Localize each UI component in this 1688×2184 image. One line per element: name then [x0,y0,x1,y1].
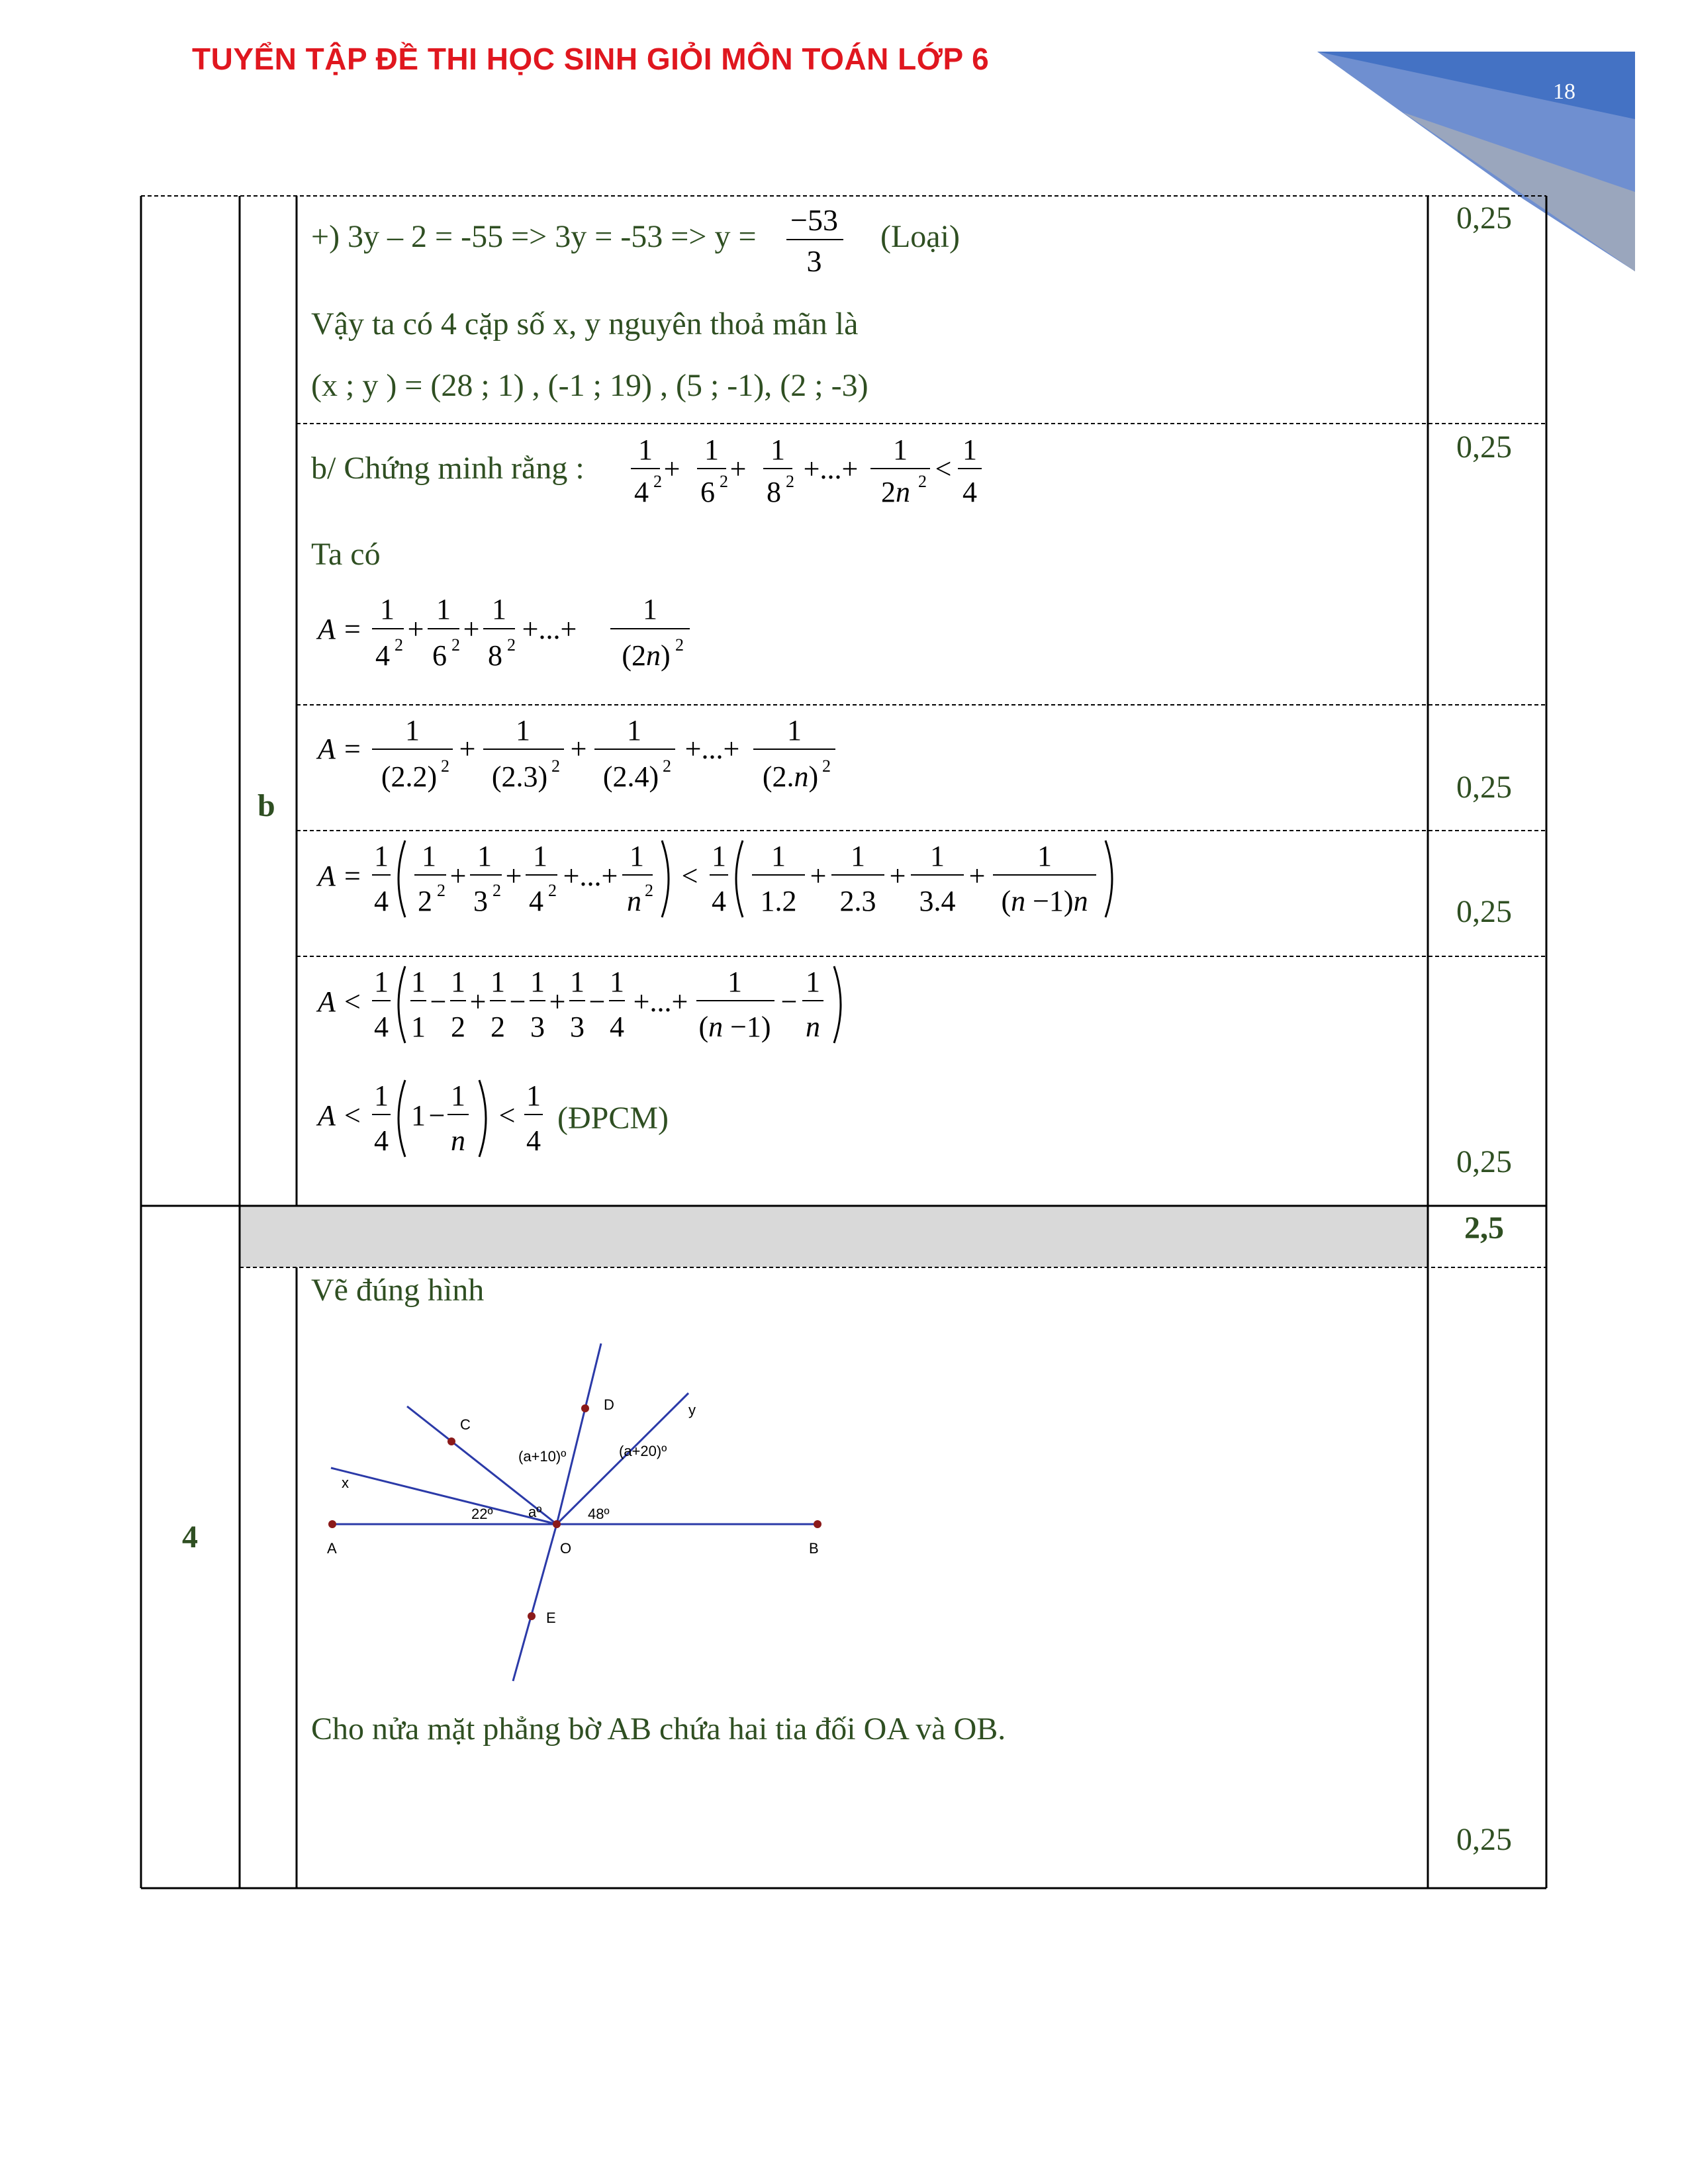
svg-text:(2n): (2n) [622,639,671,672]
svg-text:2: 2 [451,1011,465,1043]
svg-text:A: A [318,733,336,765]
svg-text:2: 2 [395,635,403,655]
conclusion-line: Vậy ta có 4 cặp số x, y nguyên thoả mãn là [311,306,859,341]
svg-text:−: − [780,985,798,1018]
svg-text:2n: 2n [881,476,910,508]
drawing-heading: Vẽ đúng hình [311,1273,485,1308]
sum-A-rewritten [311,708,854,807]
svg-text:(2.4): (2.4) [602,760,659,793]
svg-text:4: 4 [375,639,390,672]
svg-text:+: + [889,860,906,892]
svg-text:2: 2 [653,472,662,491]
svg-text:+: + [469,985,487,1018]
sum-A-bound [311,833,1145,938]
point-D-dot [581,1404,589,1412]
svg-text:+...+: +...+ [522,613,577,645]
angle-48: 48º [588,1506,610,1522]
svg-text:1: 1 [787,714,802,747]
svg-text:A: A [318,613,336,645]
svg-text:1: 1 [806,966,820,998]
point-C-dot [447,1437,455,1445]
svg-text:4: 4 [529,885,543,917]
svg-text:1: 1 [411,1011,426,1043]
geometry-figure [318,1330,847,1688]
svg-text:2: 2 [645,881,653,900]
svg-text:1: 1 [526,1079,541,1112]
svg-text:+: + [663,453,680,485]
svg-text:6: 6 [700,476,715,508]
svg-text:n: n [451,1124,465,1157]
svg-text:1: 1 [411,1099,426,1132]
svg-text:<: < [681,860,698,892]
point-B-dot [814,1520,821,1528]
point-E-dot [528,1612,536,1620]
proof-prompt: b/ Chứng minh rằng : [311,451,585,486]
svg-text:1: 1 [851,840,865,872]
svg-text:2: 2 [551,756,560,776]
svg-text:(2.3): (2.3) [491,760,548,793]
score-cell-5: 0,25 [1456,1144,1512,1179]
svg-text:=: = [344,613,361,645]
svg-text:+...+: +...+ [684,733,740,765]
final-bound [311,1072,549,1178]
svg-text:1: 1 [374,1079,389,1112]
svg-text:1.2: 1.2 [760,885,797,917]
row-label-b: b [258,788,275,823]
label-x: x [342,1475,349,1491]
telescoping-bound [311,958,947,1064]
svg-text:4: 4 [634,476,649,508]
svg-text:2: 2 [451,635,460,655]
fraction-minus-53-over-3 [748,199,880,285]
inequality-to-prove [619,429,990,515]
svg-text:−: − [430,985,447,1018]
svg-text:1: 1 [516,714,530,747]
score-cell-4: 0,25 [1456,894,1512,929]
dpcm-label: (ĐPCM) [557,1101,669,1136]
svg-text:(2.2): (2.2) [381,760,438,793]
svg-text:2: 2 [441,756,449,776]
svg-text:+: + [505,860,522,892]
svg-text:3: 3 [570,1011,585,1043]
svg-text:1: 1 [638,433,653,466]
svg-text:(n −1): (n −1) [698,1011,771,1043]
svg-text:<: < [344,985,361,1018]
svg-text:1: 1 [411,966,426,998]
svg-text:−: − [588,985,606,1018]
svg-text:+: + [810,860,827,892]
label-O: O [560,1540,572,1557]
svg-text:=: = [344,860,361,892]
svg-text:2: 2 [491,1011,505,1043]
point-A-dot [328,1520,336,1528]
svg-text:+...+: +...+ [803,453,859,485]
svg-text:2: 2 [492,881,501,900]
svg-text:2.3: 2.3 [839,885,876,917]
angle-a-plus-10: (a+10)º [518,1448,567,1465]
svg-text:1: 1 [643,593,657,625]
svg-text:=: = [344,733,361,765]
svg-text:2: 2 [548,881,557,900]
svg-text:4: 4 [712,885,726,917]
svg-text:1: 1 [436,593,451,625]
svg-text:1: 1 [727,966,742,998]
svg-text:1: 1 [630,840,644,872]
svg-text:+...+: +...+ [633,985,688,1018]
svg-text:2: 2 [822,756,831,776]
sum-A-definition [311,586,722,685]
score-cell-3: 0,25 [1456,770,1512,805]
angle-a-plus-20: (a+20)º [619,1443,667,1459]
solution-pairs: (x ; y ) = (28 ; 1) , (-1 ; 19) , (5 ; -1), (2 ; -3) [311,368,868,403]
ta-co-label: Ta có [311,537,381,572]
frac-denominator: 3 [806,244,822,278]
svg-text:2: 2 [437,881,445,900]
svg-text:4: 4 [374,885,389,917]
svg-text:2: 2 [786,472,794,491]
angle-a: aº [528,1504,542,1520]
svg-text:4: 4 [374,1011,389,1043]
svg-text:2: 2 [418,885,432,917]
svg-text:1: 1 [530,966,545,998]
frac-numerator: −53 [790,203,838,237]
svg-text:+: + [459,733,476,765]
svg-text:+: + [729,453,747,485]
label-B: B [809,1540,819,1557]
svg-text:2: 2 [675,635,684,655]
score-cell-6: 0,25 [1456,1822,1512,1857]
svg-text:1: 1 [962,433,977,466]
section-4-total: 2,5 [1464,1210,1504,1246]
svg-text:1: 1 [930,840,945,872]
svg-text:1: 1 [627,714,641,747]
svg-text:−: − [509,985,526,1018]
label-C: C [460,1416,471,1433]
svg-text:4: 4 [610,1011,624,1043]
svg-text:1: 1 [771,840,786,872]
svg-text:<: < [344,1099,361,1132]
svg-text:+: + [570,733,587,765]
svg-text:1: 1 [374,966,389,998]
svg-text:1: 1 [893,433,908,466]
label-D: D [604,1396,614,1413]
svg-text:1: 1 [771,433,785,466]
svg-text:+: + [407,613,424,645]
page-number: 18 [1553,79,1575,104]
svg-text:3: 3 [530,1011,545,1043]
svg-text:1: 1 [1037,840,1052,872]
svg-text:2: 2 [663,756,671,776]
equation-line: +) 3y – 2 = -55 => 3y = -53 => y = [311,219,757,254]
svg-text:4: 4 [526,1124,541,1157]
svg-text:1: 1 [610,966,624,998]
svg-text:+: + [549,985,566,1018]
svg-text:+: + [968,860,986,892]
svg-text:1: 1 [704,433,719,466]
angle-22: 22º [471,1506,493,1522]
problem-statement: Cho nửa mặt phẳng bờ AB chứa hai tia đối OA và OB. [311,1711,1006,1747]
svg-text:A: A [318,985,336,1018]
svg-text:4: 4 [962,476,977,508]
svg-text:1: 1 [374,840,389,872]
svg-text:2: 2 [918,472,927,491]
svg-text:n: n [627,885,641,917]
svg-text:(n −1)n: (n −1)n [1001,885,1088,917]
svg-text:+: + [463,613,480,645]
label-E: E [546,1610,556,1626]
svg-text:1: 1 [570,966,585,998]
label-A: A [327,1540,337,1557]
svg-text:1: 1 [451,1079,465,1112]
svg-text:2: 2 [720,472,728,491]
score-cell-1: 0,25 [1456,201,1512,236]
svg-text:4: 4 [374,1124,389,1157]
svg-text:A: A [318,1099,336,1132]
loai-note: (Loại) [880,219,960,254]
svg-text:1: 1 [533,840,547,872]
svg-text:1: 1 [712,840,726,872]
svg-text:6: 6 [432,639,447,672]
svg-text:3.4: 3.4 [919,885,956,917]
svg-text:1: 1 [492,593,506,625]
svg-text:1: 1 [477,840,492,872]
svg-text:1: 1 [491,966,505,998]
row-label-4: 4 [182,1520,198,1555]
svg-text:1: 1 [405,714,420,747]
svg-text:8: 8 [488,639,502,672]
svg-text:n: n [806,1011,820,1043]
svg-text:<: < [935,453,952,485]
svg-text:(2.n): (2.n) [762,760,819,793]
score-cell-2: 0,25 [1456,430,1512,465]
svg-text:1: 1 [422,840,436,872]
svg-text:+: + [449,860,467,892]
svg-text:1: 1 [451,966,465,998]
svg-text:2: 2 [507,635,516,655]
point-O-dot [553,1520,561,1528]
document-header-title: TUYỂN TẬP ĐỀ THI HỌC SINH GIỎI MÔN TOÁN LỚP 6 [192,42,990,76]
svg-text:−: − [428,1099,445,1132]
svg-text:3: 3 [473,885,488,917]
svg-text:+...+: +...+ [563,860,618,892]
svg-text:A: A [318,860,336,892]
label-y: y [688,1402,696,1418]
svg-text:1: 1 [380,593,395,625]
svg-text:8: 8 [767,476,781,508]
svg-text:<: < [498,1099,516,1132]
